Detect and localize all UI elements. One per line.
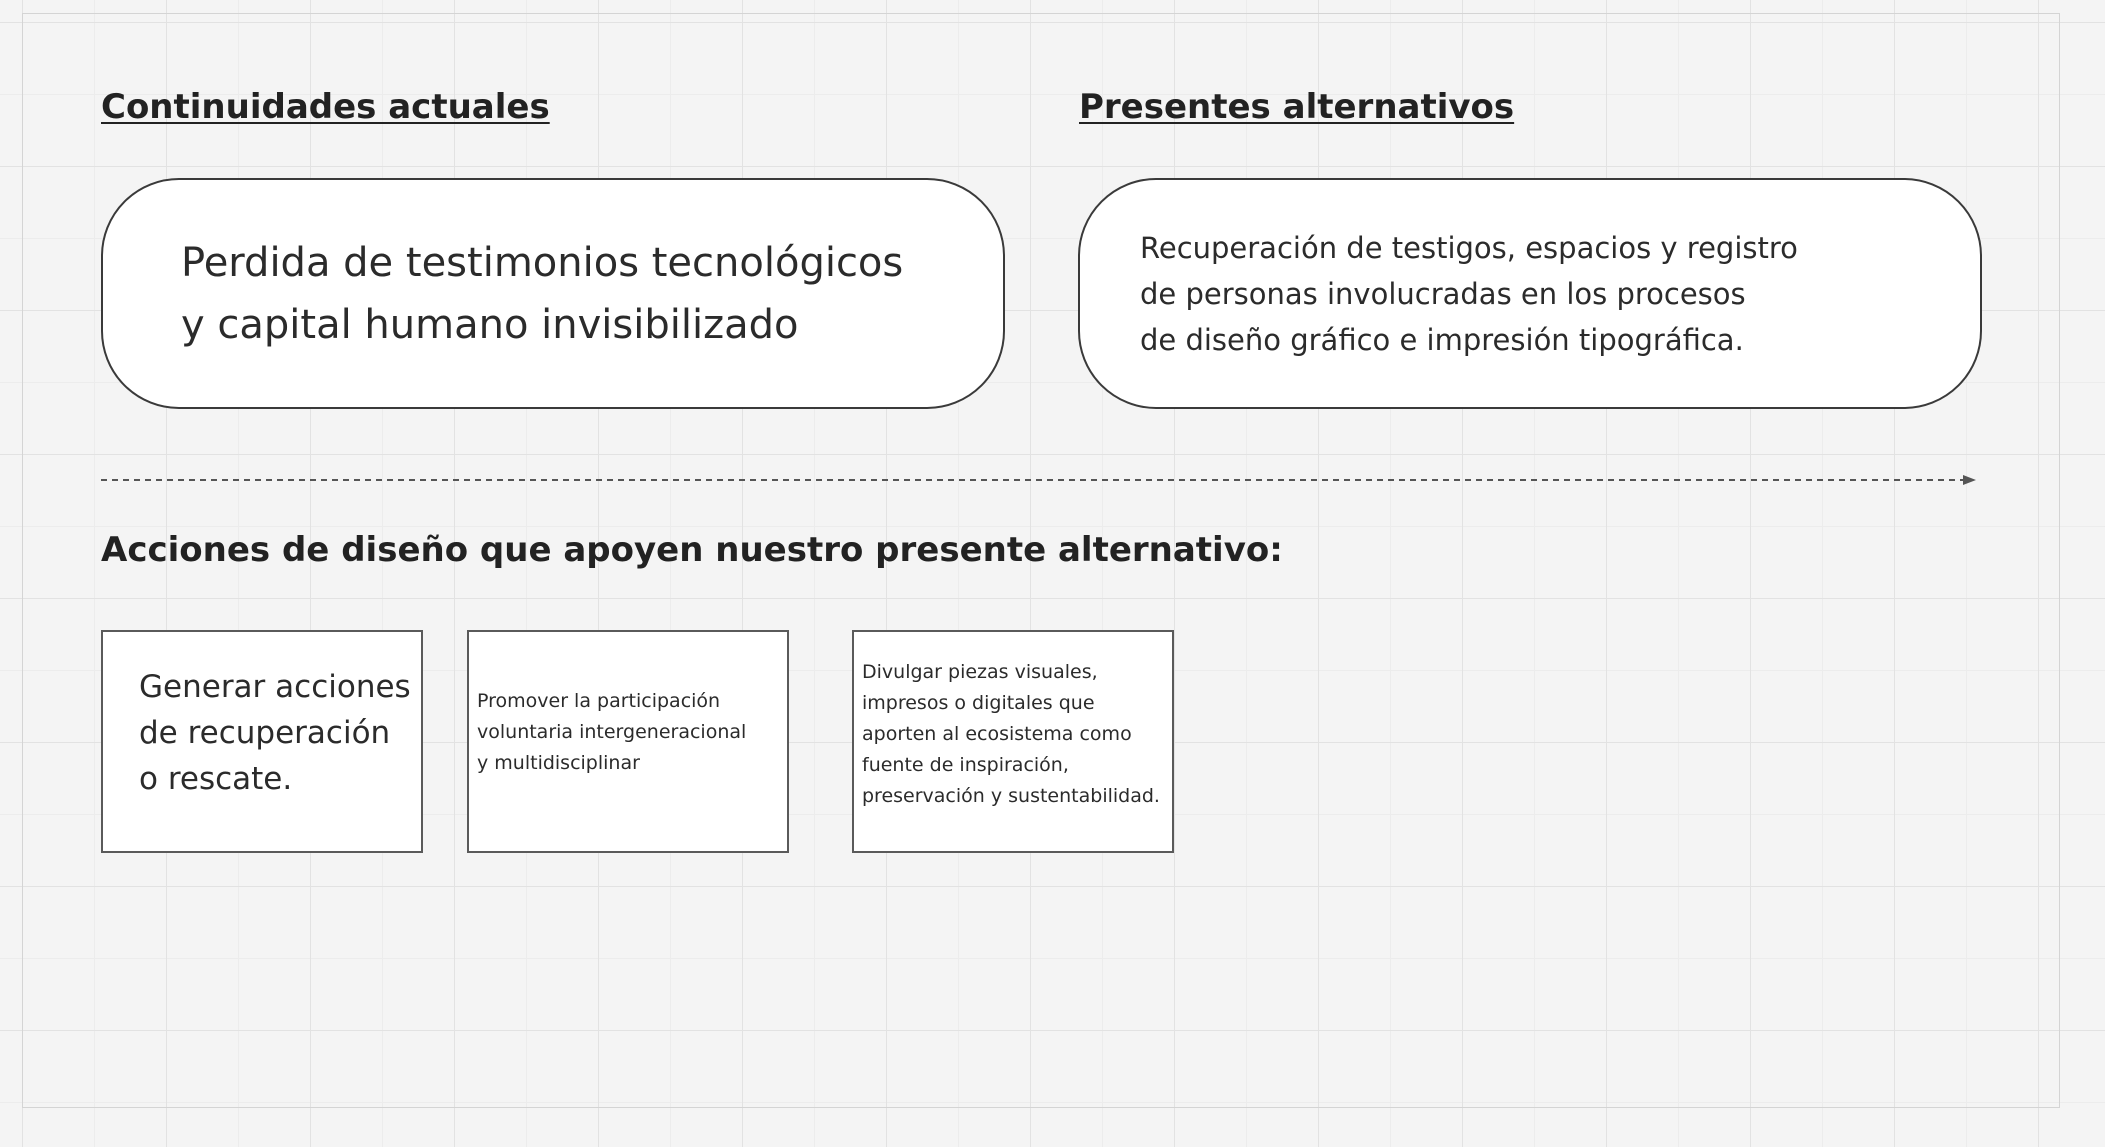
action-card-dissemination[interactable]: Divulgar piezas visuales, impresos o digitales que aporten al ecosistema como fuente de inspiración, preservación y sustentabilidad. <box>852 630 1174 853</box>
current-continuity-shape[interactable] <box>101 178 1005 409</box>
dashed-arrow-connector[interactable] <box>101 473 1976 487</box>
design-actions-heading[interactable]: Acciones de diseño que apoyen nuestro presente alternativo: <box>101 530 1283 570</box>
arrowhead-icon <box>1963 475 1976 485</box>
alternative-present-shape[interactable] <box>1078 178 1982 409</box>
alternative-presents-heading[interactable]: Presentes alternativos <box>1079 87 1515 127</box>
alternative-present-text: Recuperación de testigos, espacios y registro de personas involucradas en los procesos de diseño gráfico e impresión tipográfica. <box>1140 230 1798 357</box>
action-card-participation[interactable]: Promover la participación voluntaria intergeneracional y multidisciplinar <box>467 630 789 853</box>
current-continuity-text: Perdida de testimonios tecnológicos y capital humano invisibilizado <box>181 239 904 348</box>
current-continuities-heading[interactable]: Continuidades actuales <box>101 87 550 127</box>
action-card-recovery[interactable]: Generar acciones de recuperación o rescate. <box>101 630 423 853</box>
